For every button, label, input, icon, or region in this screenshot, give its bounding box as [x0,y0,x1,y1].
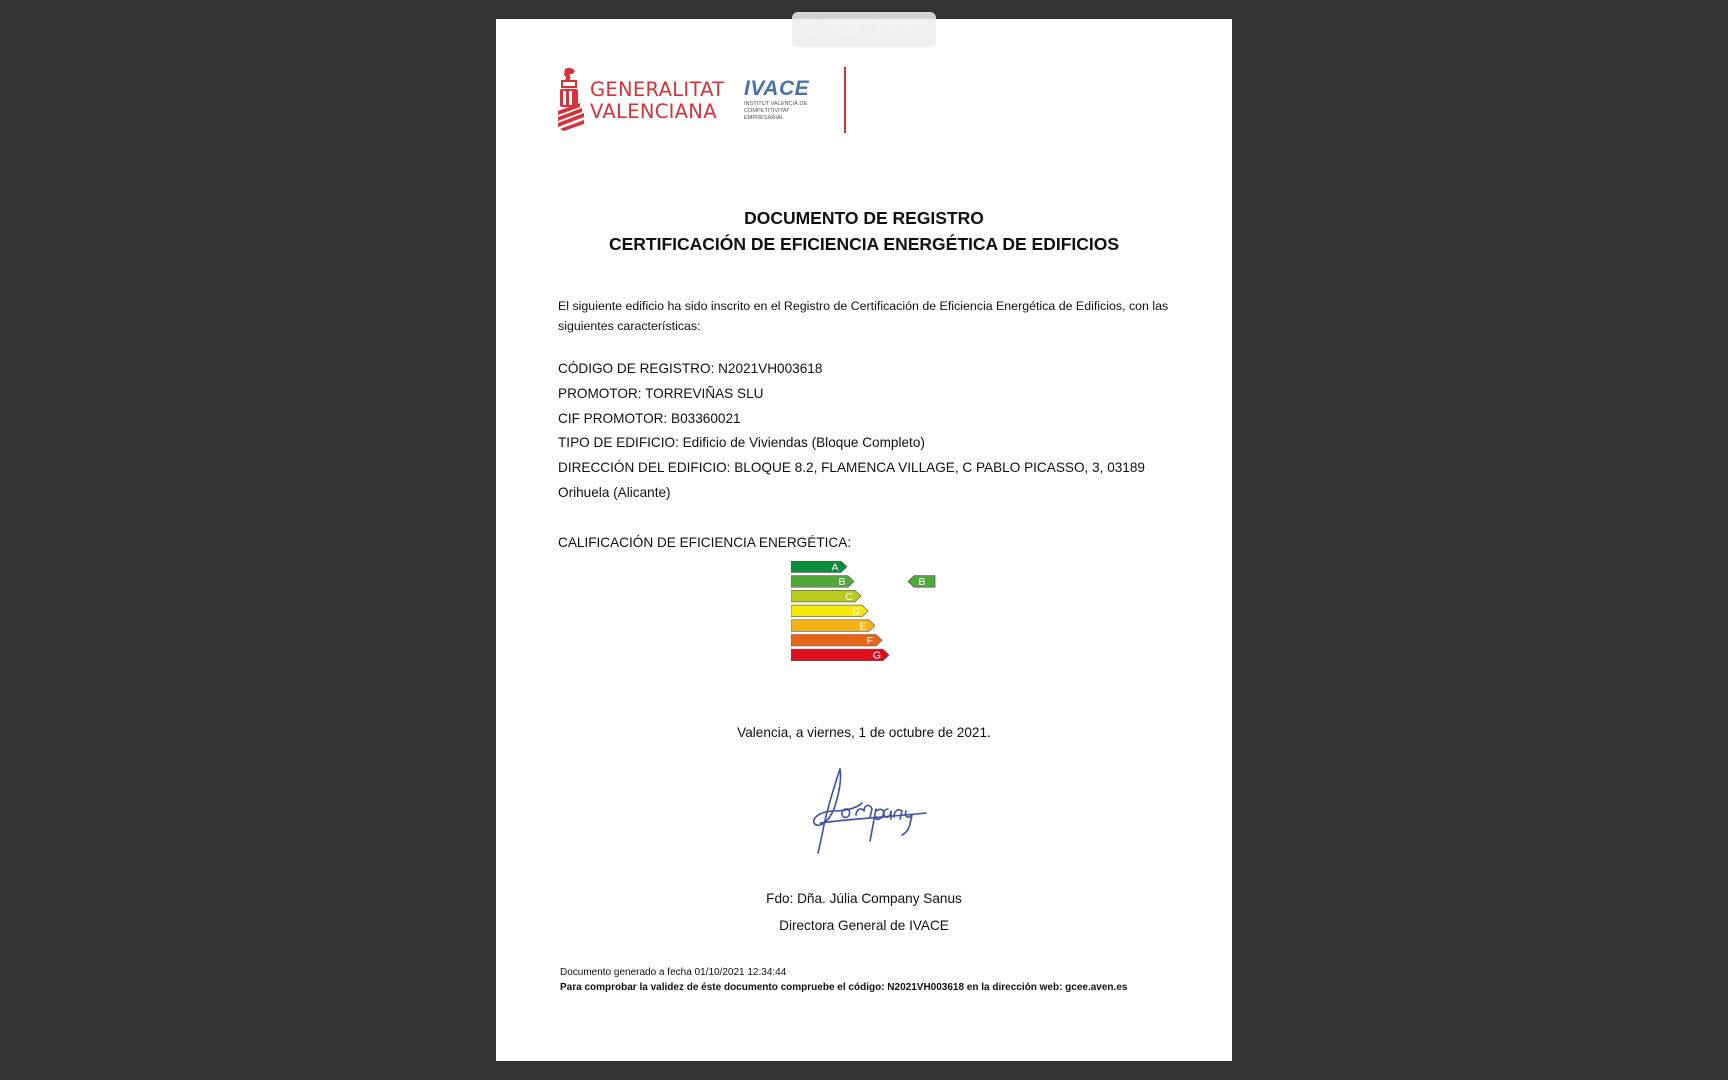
footer-generated-date: Documento generado a fecha 01/10/2021 12:34:44 [560,967,787,978]
signature-image [798,767,928,857]
ivace-subtitle-line2: COMPETITIVITAT EMPRESARIAL [744,108,790,121]
field-promotor: PROMOTOR: TORREVIÑAS SLU [558,386,764,401]
field-direccion: DIRECCIÓN DEL EDIFICIO: BLOQUE 8.2, FLAMENCA VILLAGE, C PABLO PICASSO, 3, 03189 [558,460,1145,475]
energy-rating-scale [791,561,951,671]
signer-name: Fdo: Dña. Júlia Company Sanus [766,891,962,906]
field-direccion-cont: Orihuela (Alicante) [558,485,671,500]
rating-letter: B [918,576,926,589]
energy-class-label: B [838,576,846,589]
energy-class-b [791,576,854,589]
coat-of-arms-icon [556,67,586,135]
energy-class-label: C [845,590,853,603]
intro-paragraph: El siguiente edificio ha sido inscrito en el Registro de Certificación de Eficiencia Energética de Edificios, con las siguientes características: [558,299,1169,333]
energy-class-f [791,635,882,648]
energy-class-label: G [872,649,882,662]
logo-divider [844,67,846,133]
document-subtitle: CERTIFICACIÓN DE EFICIENCIA ENERGÉTICA DE EDIFICIOS [608,234,1120,254]
generalitat-valenciana-logo [556,67,726,137]
energy-class-label: A [831,561,839,574]
date-line: Valencia, a viernes, 1 de octubre de 2021. [737,725,991,740]
document-title: DOCUMENTO DE REGISTRO [744,208,984,228]
energy-class-bar [791,561,847,573]
energy-class-d [791,605,868,618]
ivace-subtitle-line1: INSTITUT VALENCIÀ DE [744,101,808,107]
document-page [496,19,1232,1061]
energy-class-label: F [866,635,874,647]
energy-class-c [791,590,861,603]
page-indicator: Strona 11 z 12 [792,12,936,47]
field-cif-promotor: CIF PROMOTOR: B03360021 [558,411,741,426]
energy-class-label: E [859,620,867,633]
logo-gv-line1: GENERALITAT [590,78,725,101]
energy-class-a [791,561,847,574]
logo-gv-line2: VALENCIANA [590,100,717,123]
energy-class-e [791,620,875,633]
ivace-wordmark: IVACE [744,77,810,100]
footer-verification: Para comprobar la validez de éste documento compruebe el código: N2021VH003618 en la dirección web: gcee.aven.es [560,982,1128,993]
ivace-logo [744,77,824,127]
energy-class-label: D [852,605,860,618]
field-codigo-registro: CÓDIGO DE REGISTRO: N2021VH003618 [558,361,823,376]
signature [798,767,928,857]
energy-class-g [791,649,889,662]
energy-rating-indicator [908,576,935,589]
calificacion-label: CALIFICACIÓN DE EFICIENCIA ENERGÉTICA: [558,535,852,550]
signer-title: Directora General de IVACE [779,918,949,933]
field-tipo-edificio: TIPO DE EDIFICIO: Edificio de Viviendas (Bloque Completo) [558,435,925,450]
